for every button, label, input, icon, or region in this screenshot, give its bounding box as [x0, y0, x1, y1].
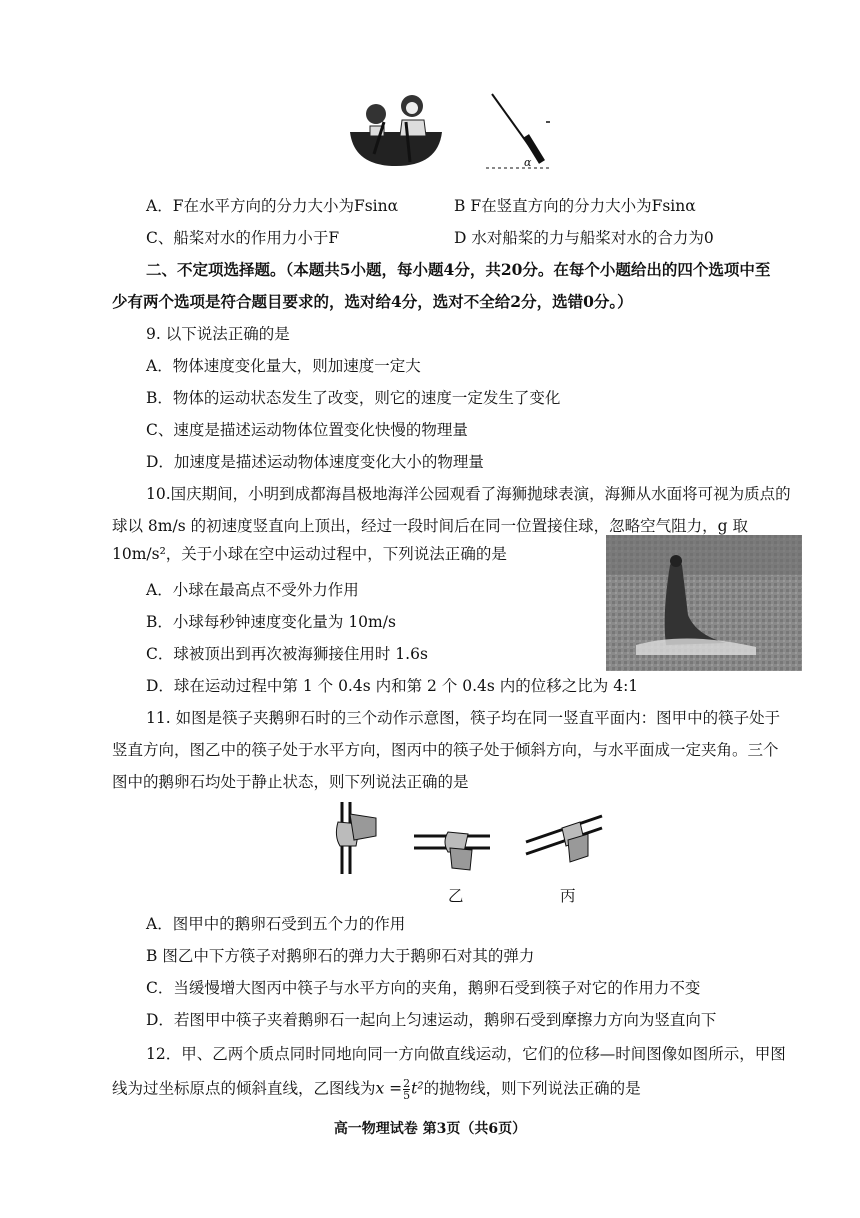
q11-stem-line1: 11. 如图是筷子夹鹅卵石时的三个动作示意图，筷子均在同一竖直平面内：图甲中的筷子处于 [146, 709, 781, 727]
q12-stem-line2 [112, 1078, 641, 1101]
q11-option-c: C．当缓慢增大图丙中筷子与水平方向的夹角，鹅卵石受到筷子对它的作用力不变 [146, 979, 701, 997]
q10-option-a: A．小球在最高点不受外力作用 [146, 581, 359, 599]
q11-option-d: D．若图甲中筷子夹着鹅卵石一起向上匀速运动，鹅卵石受到摩擦力方向为竖直向下 [146, 1011, 717, 1029]
boat-illustration [344, 92, 448, 172]
formula-rhs: t² [411, 1079, 424, 1098]
q10-stem-line3: 10m/s²，关于小球在空中运动过程中，下列说法正确的是 [112, 545, 507, 563]
q8-option-b: B F在竖直方向的分力大小为Fsinα [454, 197, 696, 215]
chopsticks-figure-bing [522, 812, 606, 868]
q8-option-a: A．F在水平方向的分力大小为Fsinα [146, 197, 399, 215]
page-footer: 高一物理试卷 第3页（共6页） [333, 1121, 527, 1137]
q8-option-c: C、船桨对水的作用力小于F [146, 229, 340, 247]
figure-label-bing: 丙 [560, 887, 576, 905]
figure-label-yi: 乙 [448, 887, 464, 905]
q10-stem-line1: 10.国庆期间，小明到成都海昌极地海洋公园观看了海狮抛球表演，海狮从水面将可视为质点的 [146, 485, 791, 503]
q12-line2-suffix: 的抛物线，则下列说法正确的是 [423, 1079, 641, 1098]
q12-stem-line1: 12．甲、乙两个质点同时同地向同一方向做直线运动，它们的位移—时间图像如图所示，甲图 [146, 1045, 786, 1063]
q9-option-d: D．加速度是描述运动物体速度变化大小的物理量 [146, 453, 484, 471]
q11-option-a: A．图甲中的鹅卵石受到五个力的作用 [146, 915, 406, 933]
q11-stem-line2: 竖直方向，图乙中的筷子处于水平方向，图丙中的筷子处于倾斜方向，与水平面成一定夹角。三个 [112, 741, 779, 759]
q12-line2-prefix: 线为过坐标原点的倾斜直线，乙图线为 [112, 1079, 376, 1098]
q9-option-c: C、速度是描述运动物体位置变化快慢的物理量 [146, 421, 468, 439]
q10-stem-line2: 球以 8m/s 的初速度竖直向上顶出，经过一段时间后在同一位置接住球，忽略空气阻力，g 取 [112, 517, 748, 535]
section2-heading-line2: 少有两个选项是符合题目要求的，选对给4分，选对不全给2分，选错0分。） [112, 292, 633, 311]
sea-lion-photo [606, 535, 802, 671]
fraction-numerator: 2 [403, 1077, 411, 1090]
q8-option-d: D 水对船桨的力与船桨对水的合力为0 [454, 229, 714, 247]
q10-option-c: C．球被顶出到再次被海狮接住用时 1.6s [146, 645, 428, 663]
formula-lhs: x = [375, 1079, 403, 1098]
chopsticks-figure-jia [330, 800, 380, 876]
q11-stem-line3: 图中的鹅卵石均处于静止状态，则下列说法正确的是 [112, 773, 469, 791]
fraction-denominator: 5 [403, 1089, 411, 1102]
q9-option-a: A．物体速度变化量大，则加速度一定大 [146, 357, 421, 375]
q9-option-b: B．物体的运动状态发生了改变，则它的速度一定发生了变化 [146, 389, 561, 407]
q11-option-b: B 图乙中下方筷子对鹅卵石的弹力大于鹅卵石对其的弹力 [146, 947, 535, 965]
q9-stem: 9. 以下说法正确的是 [146, 325, 290, 343]
chopsticks-figure-yi [412, 822, 492, 872]
section2-heading-line1: 二、不定项选择题。（本题共5小题，每小题4分，共20分。在每个小题给出的四个选项中至 [146, 260, 771, 279]
q10-option-b: B．小球每秒钟速度变化量为 10m/s [146, 613, 396, 631]
q10-option-d: D．球在运动过程中第 1 个 0.4s 内和第 2 个 0.4s 内的位移之比为 4:1 [146, 677, 639, 695]
oar-angle-diagram [482, 92, 562, 176]
alpha-label: α [524, 156, 532, 169]
formula-fraction [403, 1078, 410, 1101]
